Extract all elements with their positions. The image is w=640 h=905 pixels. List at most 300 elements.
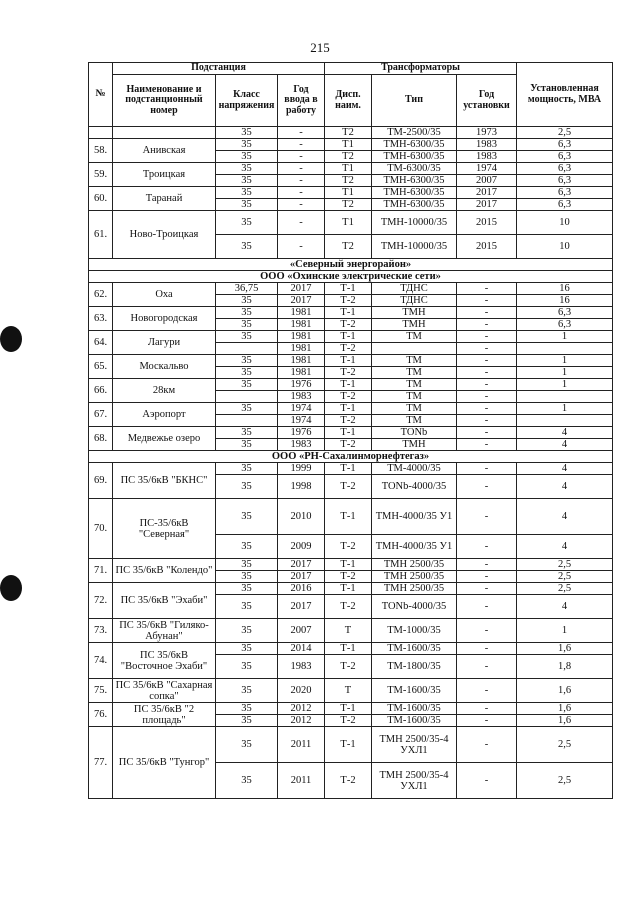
year-inst-cell: 2015 xyxy=(457,235,517,259)
section-title: «Северный энергорайон» xyxy=(89,259,613,271)
disp-cell: Т-2 xyxy=(325,655,372,679)
disp-cell: Т-1 xyxy=(325,727,372,763)
type-cell: ТМН xyxy=(372,307,457,319)
power-cell: 4 xyxy=(517,439,613,451)
type-cell: ТМН-10000/35 xyxy=(372,235,457,259)
year-op-cell: 1981 xyxy=(278,367,325,379)
row-number: 69. xyxy=(89,463,113,499)
power-cell: 10 xyxy=(517,235,613,259)
section-row xyxy=(89,451,613,463)
substation-name: ПС 35/6кВ "Восточное Эхаби" xyxy=(113,643,216,679)
voltage-cell xyxy=(216,415,278,427)
year-inst-cell: - xyxy=(457,715,517,727)
voltage-cell: 35 xyxy=(216,535,278,559)
power-cell: 1 xyxy=(517,379,613,391)
disp-cell: Т-2 xyxy=(325,439,372,451)
power-cell: 1,6 xyxy=(517,703,613,715)
year-op-cell: 1974 xyxy=(278,403,325,415)
table-row xyxy=(89,427,613,439)
year-op-cell: 1983 xyxy=(278,439,325,451)
disp-cell: Т-2 xyxy=(325,535,372,559)
power-cell: 2,5 xyxy=(517,127,613,139)
power-cell: 1,6 xyxy=(517,715,613,727)
power-cell: 10 xyxy=(517,211,613,235)
voltage-cell: 35 xyxy=(216,655,278,679)
row-number: 61. xyxy=(89,211,113,259)
substation-name: Троицкая xyxy=(113,163,216,187)
row-number: 62. xyxy=(89,283,113,307)
row-number: 59. xyxy=(89,163,113,187)
year-op-cell: 2017 xyxy=(278,283,325,295)
disp-cell: Т-2 xyxy=(325,415,372,427)
power-cell: 4 xyxy=(517,499,613,535)
voltage-cell: 35 xyxy=(216,307,278,319)
type-cell: ТМ-1600/35 xyxy=(372,715,457,727)
disp-cell: Т-1 xyxy=(325,643,372,655)
type-cell: ТМ xyxy=(372,367,457,379)
type-cell: ТМН-6300/35 xyxy=(372,151,457,163)
year-inst-cell: - xyxy=(457,763,517,799)
year-inst-cell: - xyxy=(457,319,517,331)
voltage-cell: 35 xyxy=(216,583,278,595)
voltage-cell: 35 xyxy=(216,403,278,415)
row-number: 74. xyxy=(89,643,113,679)
voltage-cell: 35 xyxy=(216,643,278,655)
disp-cell: Т1 xyxy=(325,163,372,175)
voltage-cell: 35 xyxy=(216,199,278,211)
year-inst-cell: 1974 xyxy=(457,163,517,175)
power-cell xyxy=(517,391,613,403)
year-inst-cell: - xyxy=(457,391,517,403)
power-cell: 4 xyxy=(517,595,613,619)
voltage-cell: 35 xyxy=(216,427,278,439)
type-cell: ТМН 2500/35-4 УХЛ1 xyxy=(372,727,457,763)
year-op-cell: - xyxy=(278,235,325,259)
header-power: Установленная мощность, МВА xyxy=(517,63,613,127)
voltage-cell xyxy=(216,391,278,403)
disp-cell: Т2 xyxy=(325,127,372,139)
type-cell: TONb-4000/35 xyxy=(372,475,457,499)
row-number: 63. xyxy=(89,307,113,331)
year-inst-cell: 2015 xyxy=(457,211,517,235)
disp-cell: Т-1 xyxy=(325,559,372,571)
power-cell: 1 xyxy=(517,331,613,343)
voltage-cell: 35 xyxy=(216,679,278,703)
year-op-cell: - xyxy=(278,199,325,211)
disp-cell: Т-2 xyxy=(325,343,372,355)
row-number: 66. xyxy=(89,379,113,403)
type-cell: ТМ-2500/35 xyxy=(372,127,457,139)
disp-cell: Т-1 xyxy=(325,307,372,319)
substation-name: ПС 35/6кВ "БКНС" xyxy=(113,463,216,499)
table-row xyxy=(89,463,613,475)
year-op-cell: 2012 xyxy=(278,703,325,715)
type-cell: ТМН-6300/35 xyxy=(372,175,457,187)
substation-name: Аэропорт xyxy=(113,403,216,427)
voltage-cell: 35 xyxy=(216,295,278,307)
table-row xyxy=(89,307,613,319)
power-cell: 4 xyxy=(517,427,613,439)
type-cell: ТМ xyxy=(372,415,457,427)
row-number: 77. xyxy=(89,727,113,799)
year-op-cell: - xyxy=(278,127,325,139)
table-header xyxy=(89,63,613,127)
year-op-cell: - xyxy=(278,163,325,175)
row-number: 65. xyxy=(89,355,113,379)
year-inst-cell: - xyxy=(457,427,517,439)
voltage-cell: 35 xyxy=(216,727,278,763)
header-transformers: Трансформаторы xyxy=(325,63,517,75)
type-cell: TONb xyxy=(372,427,457,439)
year-inst-cell: 2017 xyxy=(457,187,517,199)
disp-cell: Т2 xyxy=(325,199,372,211)
substation-name: Лагури xyxy=(113,331,216,355)
year-op-cell: - xyxy=(278,175,325,187)
power-cell: 2,5 xyxy=(517,763,613,799)
power-cell: 1 xyxy=(517,619,613,643)
power-cell xyxy=(517,415,613,427)
type-cell: ТДНС xyxy=(372,283,457,295)
table-row xyxy=(89,703,613,715)
type-cell: ТДНС xyxy=(372,295,457,307)
power-cell: 6,3 xyxy=(517,151,613,163)
section-title: ООО «Охинские электрические сети» xyxy=(89,271,613,283)
type-cell: ТМН xyxy=(372,439,457,451)
substation-name: 28км xyxy=(113,379,216,403)
disp-cell: Т-2 xyxy=(325,295,372,307)
header-year-op: Год ввода в работу xyxy=(278,75,325,127)
type-cell: ТМ-1000/35 xyxy=(372,619,457,643)
voltage-cell: 35 xyxy=(216,175,278,187)
year-inst-cell: 1973 xyxy=(457,127,517,139)
type-cell: ТМН 2500/35 xyxy=(372,583,457,595)
year-op-cell: - xyxy=(278,139,325,151)
table-row xyxy=(89,499,613,535)
header-num: № xyxy=(89,63,113,127)
disp-cell: Т-1 xyxy=(325,355,372,367)
type-cell: ТМ xyxy=(372,391,457,403)
row-number: 64. xyxy=(89,331,113,355)
year-inst-cell: - xyxy=(457,415,517,427)
row-number: 71. xyxy=(89,559,113,583)
power-cell: 1,6 xyxy=(517,679,613,703)
year-inst-cell: - xyxy=(457,571,517,583)
type-cell: ТМН xyxy=(372,319,457,331)
voltage-cell xyxy=(216,343,278,355)
year-inst-cell: - xyxy=(457,535,517,559)
row-number: 73. xyxy=(89,619,113,643)
power-cell: 1 xyxy=(517,367,613,379)
year-op-cell: 2010 xyxy=(278,499,325,535)
power-cell: 6,3 xyxy=(517,139,613,151)
year-inst-cell: - xyxy=(457,295,517,307)
disp-cell: Т2 xyxy=(325,175,372,187)
voltage-cell: 35 xyxy=(216,595,278,619)
type-cell: ТМ xyxy=(372,355,457,367)
voltage-cell: 35 xyxy=(216,235,278,259)
power-cell: 2,5 xyxy=(517,571,613,583)
year-op-cell: 1999 xyxy=(278,463,325,475)
section-title: ООО «РН-Сахалинморнефтегаз» xyxy=(89,451,613,463)
power-cell: 1,8 xyxy=(517,655,613,679)
year-inst-cell: 2017 xyxy=(457,199,517,211)
year-op-cell: - xyxy=(278,187,325,199)
power-cell: 1 xyxy=(517,355,613,367)
year-op-cell: 1983 xyxy=(278,391,325,403)
row-number: 68. xyxy=(89,427,113,451)
type-cell: ТМ-1600/35 xyxy=(372,679,457,703)
substation-name: ПС 35/6кВ "2 площадь" xyxy=(113,703,216,727)
disp-cell: Т-2 xyxy=(325,475,372,499)
table-row xyxy=(89,139,613,151)
disp-cell: Т-2 xyxy=(325,391,372,403)
year-op-cell: 1981 xyxy=(278,331,325,343)
disp-cell: Т-2 xyxy=(325,319,372,331)
voltage-cell: 35 xyxy=(216,187,278,199)
substations-table xyxy=(88,62,613,799)
section-row xyxy=(89,271,613,283)
power-cell: 4 xyxy=(517,535,613,559)
row-number: 70. xyxy=(89,499,113,559)
year-op-cell: 2020 xyxy=(278,679,325,703)
voltage-cell: 35 xyxy=(216,715,278,727)
type-cell: TONb-4000/35 xyxy=(372,595,457,619)
year-op-cell: 1998 xyxy=(278,475,325,499)
power-cell: 6,3 xyxy=(517,175,613,187)
power-cell: 16 xyxy=(517,283,613,295)
type-cell: ТМН 2500/35 xyxy=(372,571,457,583)
year-inst-cell: - xyxy=(457,283,517,295)
year-op-cell: 1981 xyxy=(278,307,325,319)
voltage-cell: 35 xyxy=(216,475,278,499)
year-inst-cell: - xyxy=(457,463,517,475)
type-cell: ТМН-6300/35 xyxy=(372,139,457,151)
header-type: Тип xyxy=(372,75,457,127)
year-inst-cell: - xyxy=(457,439,517,451)
type-cell: ТМН 2500/35 xyxy=(372,559,457,571)
voltage-cell: 35 xyxy=(216,439,278,451)
year-inst-cell: 1983 xyxy=(457,139,517,151)
disp-cell: Т1 xyxy=(325,187,372,199)
table-row xyxy=(89,619,613,643)
power-cell: 4 xyxy=(517,463,613,475)
row-number: 76. xyxy=(89,703,113,727)
year-inst-cell: - xyxy=(457,499,517,535)
substation-name: Новогородская xyxy=(113,307,216,331)
voltage-cell: 35 xyxy=(216,379,278,391)
year-op-cell: 2017 xyxy=(278,571,325,583)
year-op-cell: 1976 xyxy=(278,427,325,439)
disp-cell: Т-2 xyxy=(325,595,372,619)
year-inst-cell: - xyxy=(457,619,517,643)
disp-cell: Т xyxy=(325,619,372,643)
year-inst-cell: - xyxy=(457,355,517,367)
substation-name: Анивская xyxy=(113,139,216,163)
section-row xyxy=(89,259,613,271)
substation-name: ПС-35/6кВ "Северная" xyxy=(113,499,216,559)
voltage-cell: 35 xyxy=(216,139,278,151)
voltage-cell: 35 xyxy=(216,331,278,343)
type-cell: ТМН-6300/35 xyxy=(372,187,457,199)
table-row xyxy=(89,727,613,763)
voltage-cell: 35 xyxy=(216,367,278,379)
voltage-cell: 35 xyxy=(216,355,278,367)
year-op-cell: 1974 xyxy=(278,415,325,427)
table-row xyxy=(89,355,613,367)
substation-name: ПС 35/6кВ "Тунгор" xyxy=(113,727,216,799)
year-op-cell: - xyxy=(278,211,325,235)
header-disp: Дисп. наим. xyxy=(325,75,372,127)
disp-cell: Т1 xyxy=(325,211,372,235)
power-cell: 6,3 xyxy=(517,187,613,199)
disp-cell: Т-2 xyxy=(325,571,372,583)
substation-name: ПС 35/6кВ "Гиляко-Абунан" xyxy=(113,619,216,643)
voltage-cell: 35 xyxy=(216,163,278,175)
type-cell: ТМ-1600/35 xyxy=(372,643,457,655)
disp-cell: Т-1 xyxy=(325,379,372,391)
year-op-cell: 2014 xyxy=(278,643,325,655)
substation-name: ПС 35/6кВ "Сахарная сопка" xyxy=(113,679,216,703)
table-row xyxy=(89,127,613,139)
disp-cell: Т-1 xyxy=(325,283,372,295)
year-inst-cell: - xyxy=(457,703,517,715)
row-number: 72. xyxy=(89,583,113,619)
table-row xyxy=(89,187,613,199)
voltage-cell: 35 xyxy=(216,703,278,715)
substation-name: ПС 35/6кВ "Колендо" xyxy=(113,559,216,583)
year-inst-cell: 1983 xyxy=(457,151,517,163)
voltage-cell: 35 xyxy=(216,571,278,583)
row-number: 58. xyxy=(89,139,113,163)
header-name: Наименование и подстанционный номер xyxy=(113,75,216,127)
table-row xyxy=(89,559,613,571)
voltage-cell: 35 xyxy=(216,619,278,643)
type-cell: ТМ-1600/35 xyxy=(372,703,457,715)
year-inst-cell: - xyxy=(457,475,517,499)
power-cell: 2,5 xyxy=(517,559,613,571)
disp-cell: Т-2 xyxy=(325,367,372,379)
year-op-cell: 2017 xyxy=(278,559,325,571)
year-op-cell: 2012 xyxy=(278,715,325,727)
type-cell: ТМ-6300/35 xyxy=(372,163,457,175)
year-op-cell: 2007 xyxy=(278,619,325,643)
disp-cell: Т-1 xyxy=(325,583,372,595)
disp-cell: Т-1 xyxy=(325,499,372,535)
year-op-cell: - xyxy=(278,151,325,163)
power-cell: 6,3 xyxy=(517,163,613,175)
year-inst-cell: - xyxy=(457,643,517,655)
type-cell: ТМ-4000/35 xyxy=(372,463,457,475)
disp-cell: Т-2 xyxy=(325,763,372,799)
table-row xyxy=(89,283,613,295)
year-inst-cell: 2007 xyxy=(457,175,517,187)
voltage-cell: 35 xyxy=(216,319,278,331)
header-year-inst: Год установки xyxy=(457,75,517,127)
type-cell xyxy=(372,343,457,355)
disp-cell: Т xyxy=(325,679,372,703)
substation-name: Москальво xyxy=(113,355,216,379)
year-inst-cell: - xyxy=(457,367,517,379)
table-row xyxy=(89,403,613,415)
header-voltage: Класс напряжения xyxy=(216,75,278,127)
year-op-cell: 2011 xyxy=(278,727,325,763)
table-row xyxy=(89,679,613,703)
table-row xyxy=(89,583,613,595)
substation-name: ПС 35/6кВ "Эхаби" xyxy=(113,583,216,619)
substation-name xyxy=(113,127,216,139)
type-cell: ТМН-10000/35 xyxy=(372,211,457,235)
power-cell xyxy=(517,343,613,355)
year-inst-cell: - xyxy=(457,655,517,679)
disp-cell: Т-2 xyxy=(325,715,372,727)
type-cell: ТМН-4000/35 У1 xyxy=(372,535,457,559)
disp-cell: Т-1 xyxy=(325,331,372,343)
year-inst-cell: - xyxy=(457,583,517,595)
table-row xyxy=(89,331,613,343)
year-op-cell: 2017 xyxy=(278,295,325,307)
disp-cell: Т2 xyxy=(325,151,372,163)
type-cell: ТМН-6300/35 xyxy=(372,199,457,211)
year-inst-cell: - xyxy=(457,307,517,319)
substation-name: Ново-Троицкая xyxy=(113,211,216,259)
power-cell: 1,6 xyxy=(517,643,613,655)
substation-name: Таранай xyxy=(113,187,216,211)
year-op-cell: 2011 xyxy=(278,763,325,799)
year-inst-cell: - xyxy=(457,331,517,343)
voltage-cell: 35 xyxy=(216,211,278,235)
type-cell: ТМ xyxy=(372,331,457,343)
voltage-cell: 35 xyxy=(216,499,278,535)
disp-cell: Т2 xyxy=(325,235,372,259)
year-inst-cell: - xyxy=(457,379,517,391)
voltage-cell: 35 xyxy=(216,151,278,163)
year-inst-cell: - xyxy=(457,679,517,703)
year-op-cell: 2009 xyxy=(278,535,325,559)
year-op-cell: 1981 xyxy=(278,355,325,367)
power-cell: 6,3 xyxy=(517,199,613,211)
type-cell: ТМ xyxy=(372,403,457,415)
disp-cell: Т-1 xyxy=(325,703,372,715)
year-inst-cell: - xyxy=(457,343,517,355)
disp-cell: Т1 xyxy=(325,139,372,151)
year-inst-cell: - xyxy=(457,403,517,415)
year-op-cell: 1981 xyxy=(278,319,325,331)
year-op-cell: 1981 xyxy=(278,343,325,355)
power-cell: 4 xyxy=(517,475,613,499)
year-inst-cell: - xyxy=(457,559,517,571)
substation-name: Медвежье озеро xyxy=(113,427,216,451)
type-cell: ТМ xyxy=(372,379,457,391)
year-op-cell: 1976 xyxy=(278,379,325,391)
power-cell: 6,3 xyxy=(517,319,613,331)
power-cell: 6,3 xyxy=(517,307,613,319)
table-row xyxy=(89,163,613,175)
disp-cell: Т-1 xyxy=(325,463,372,475)
row-number: 60. xyxy=(89,187,113,211)
disp-cell: Т-1 xyxy=(325,403,372,415)
table-row xyxy=(89,211,613,235)
year-op-cell: 1983 xyxy=(278,655,325,679)
power-cell: 2,5 xyxy=(517,583,613,595)
power-cell: 1 xyxy=(517,403,613,415)
year-op-cell: 2016 xyxy=(278,583,325,595)
punch-hole-icon xyxy=(0,326,22,352)
page-number: 215 xyxy=(310,40,330,55)
power-cell: 16 xyxy=(517,295,613,307)
power-cell: 2,5 xyxy=(517,727,613,763)
year-inst-cell: - xyxy=(457,727,517,763)
table-row xyxy=(89,379,613,391)
